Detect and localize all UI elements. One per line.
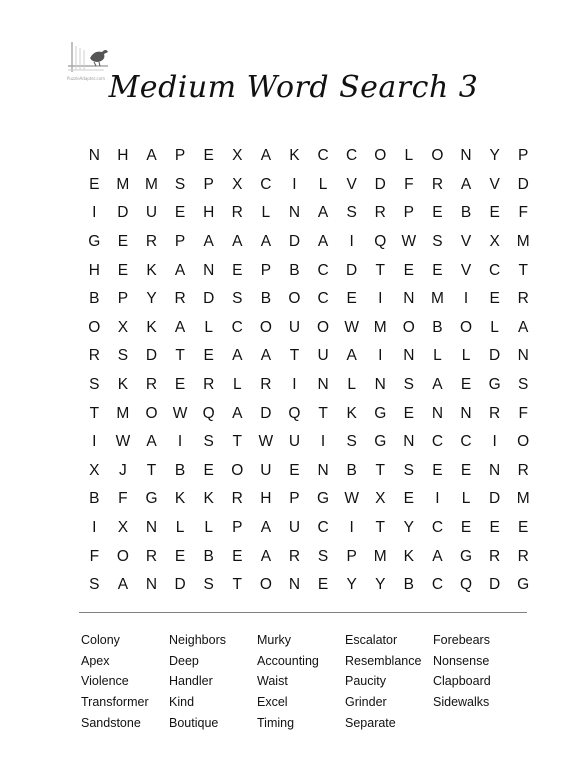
grid-letter: C [231, 318, 243, 336]
grid-letter: Y [375, 576, 386, 594]
grid-letter: F [404, 175, 414, 193]
grid-letter: A [460, 175, 472, 193]
grid-letter: W [344, 318, 359, 336]
grid-letter: V [489, 175, 500, 193]
grid-letter: O [517, 433, 530, 451]
grid-letter: E [203, 147, 214, 165]
grid-letter: H [260, 490, 272, 508]
grid-letter: S [89, 576, 100, 594]
grid-letter: R [231, 490, 243, 508]
grid-letter: C [317, 261, 329, 279]
grid-letter: N [288, 576, 301, 594]
grid-letter: X [232, 175, 243, 193]
grid-letter: M [516, 490, 530, 508]
grid-letter: M [116, 175, 130, 193]
word-list-item: Sandstone [81, 715, 141, 730]
grid-letter: O [374, 147, 387, 165]
grid-letter: C [431, 576, 444, 594]
grid-letter: P [174, 233, 186, 251]
word-list-item: Nonsense [433, 653, 490, 668]
grid-letter: E [346, 290, 357, 308]
grid-letter: K [117, 376, 129, 394]
grid-letter: A [174, 261, 186, 279]
grid-letter: R [174, 290, 186, 308]
grid-letter: E [232, 261, 243, 279]
grid-letter: A [232, 347, 243, 365]
grid-letter: D [489, 490, 501, 508]
grid-letter: S [518, 376, 529, 394]
grid-letter: U [288, 433, 301, 451]
grid-letter: R [431, 175, 444, 193]
grid-letter: J [119, 461, 127, 479]
grid-letter: N [203, 261, 215, 279]
grid-letter: C [317, 290, 329, 308]
grid-letter: Q [288, 404, 301, 422]
grid-letter: H [88, 261, 100, 279]
grid-letter: E [432, 204, 443, 222]
grid-letter: C [431, 433, 444, 451]
grid-letter: K [203, 490, 214, 508]
grid-letter: I [92, 204, 97, 222]
grid-letter: O [259, 318, 272, 336]
grid-letter: I [177, 433, 183, 451]
grid-letter: R [260, 376, 272, 394]
grid-letter: T [89, 404, 100, 422]
grid-letter: N [88, 147, 100, 165]
word-list-item: Apex [81, 653, 110, 668]
grid-letter: T [375, 519, 385, 537]
grid-letter: A [203, 233, 214, 251]
grid-letter: Q [374, 233, 387, 251]
grid-letter: B [403, 576, 414, 594]
grid-letter: A [260, 233, 272, 251]
grid-letter: I [92, 519, 97, 537]
grid-letter: A [260, 519, 272, 537]
grid-letter: I [378, 290, 383, 308]
word-list-item: Resemblance [345, 653, 422, 668]
grid-letter: T [232, 576, 242, 594]
grid-letter: A [260, 547, 272, 565]
grid-letter: K [146, 318, 157, 336]
grid-letter: M [430, 290, 444, 308]
grid-letter: I [492, 433, 497, 451]
grid-letter: W [115, 433, 131, 451]
grid-letter: L [461, 490, 471, 508]
grid-letter: S [117, 347, 129, 365]
grid-letter: S [89, 376, 100, 394]
grid-letter: G [488, 376, 501, 394]
grid-letter: L [490, 318, 499, 336]
grid-letter: W [172, 404, 188, 422]
grid-letter: E [89, 175, 100, 193]
word-list-item: Sidewalks [433, 695, 490, 710]
grid-letter: P [518, 147, 529, 165]
grid-letter: K [403, 547, 414, 565]
grid-letter: C [317, 519, 329, 537]
grid-letter: C [431, 519, 444, 537]
grid-letter: Q [459, 576, 473, 594]
grid-letter: R [489, 547, 501, 565]
grid-letter: I [292, 175, 297, 193]
word-list-item: Neighbors [169, 633, 226, 647]
grid-letter: E [432, 261, 443, 279]
grid-letter: Q [202, 404, 215, 422]
grid-letter: E [174, 204, 186, 222]
grid-letter: E [174, 547, 186, 565]
grid-letter: E [232, 547, 243, 565]
grid-letter: O [231, 461, 244, 479]
grid-letter: P [117, 290, 129, 308]
grid-letter: E [403, 404, 414, 422]
grid-letter: D [260, 404, 272, 422]
grid-letter: N [431, 404, 444, 422]
grid-letter: F [518, 204, 528, 222]
grid-letter: G [459, 547, 473, 565]
grid-letter: L [404, 147, 414, 165]
grid-letter: Y [489, 147, 500, 165]
grid-letter: I [463, 290, 469, 308]
grid-letter: E [203, 461, 214, 479]
grid-letter: R [145, 547, 158, 565]
word-list-item: Separate [345, 715, 396, 730]
grid-letter: S [203, 433, 214, 451]
grid-letter: O [402, 318, 415, 336]
grid-letter: A [232, 404, 243, 422]
divider [79, 612, 527, 613]
grid-letter: B [260, 290, 272, 308]
grid-letter: G [374, 433, 387, 451]
grid-letter: W [344, 490, 359, 508]
grid-letter: X [117, 519, 129, 537]
grid-letter: G [317, 490, 330, 508]
word-list-item: Timing [257, 715, 295, 730]
grid-letter: O [88, 318, 101, 336]
word-list-item: Forebears [433, 633, 490, 647]
grid-letter: C [460, 433, 472, 451]
grid-letter: M [373, 318, 387, 336]
grid-letter: O [116, 547, 129, 565]
word-list-item: Clapboard [433, 674, 491, 689]
grid-letter: O [259, 576, 272, 594]
grid-letter: R [517, 461, 529, 479]
grid-letter: T [146, 461, 157, 479]
grid-letter: C [317, 147, 329, 165]
grid-letter: N [460, 404, 472, 422]
grid-letter: T [232, 433, 242, 451]
grid-letter: U [145, 204, 158, 222]
grid-letter: N [517, 347, 529, 365]
grid-letter: D [489, 576, 501, 594]
grid-letter: M [116, 404, 130, 422]
grid-letter: O [459, 318, 473, 336]
grid-letter: P [346, 547, 357, 565]
grid-letter: E [489, 204, 500, 222]
grid-letter: P [403, 204, 414, 222]
grid-letter: S [317, 547, 329, 565]
grid-letter: M [145, 175, 158, 193]
grid-letter: C [260, 175, 272, 193]
grid-letter: O [145, 404, 158, 422]
grid-letter: R [231, 204, 243, 222]
grid-letter: R [517, 290, 529, 308]
grid-letter: T [289, 347, 300, 365]
word-list-item: Waist [257, 674, 288, 689]
grid-letter: G [517, 576, 530, 594]
grid-letter: A [260, 347, 272, 365]
word-list-item: Paucity [345, 674, 386, 689]
grid-letter: O [317, 318, 330, 336]
grid-letter: T [375, 461, 385, 479]
grid-letter: P [203, 175, 214, 193]
grid-letter: A [146, 147, 157, 165]
grid-letter: N [317, 461, 329, 479]
grid-letter: E [432, 461, 443, 479]
grid-letter: S [174, 175, 186, 193]
word-list-item: Handler [169, 674, 213, 689]
word-list-item: Accounting [257, 653, 319, 668]
grid-letter: E [460, 519, 472, 537]
grid-letter: Y [403, 519, 414, 537]
grid-letter: E [174, 376, 186, 394]
grid-letter: S [403, 376, 414, 394]
grid-letter: N [403, 290, 415, 308]
grid-letter: R [203, 376, 215, 394]
grid-letter: T [175, 347, 185, 365]
grid-letter: N [403, 433, 415, 451]
word-list-item: Boutique [169, 715, 219, 730]
grid-letter: H [203, 204, 215, 222]
grid-letter: P [260, 261, 272, 279]
grid-letter: A [346, 347, 357, 365]
word-list-item: Deep [169, 653, 199, 668]
grid-letter: U [288, 519, 301, 537]
grid-letter: I [349, 519, 354, 537]
grid-letter: L [204, 318, 213, 336]
grid-letter: N [317, 376, 329, 394]
word-list-item: Murky [257, 633, 292, 647]
grid-letter: B [289, 261, 300, 279]
grid-letter: V [346, 175, 357, 193]
grid-letter: N [145, 519, 158, 537]
grid-letter: P [232, 519, 243, 537]
grid-letter: E [518, 519, 529, 537]
grid-letter: K [346, 404, 357, 422]
grid-letter: I [435, 490, 440, 508]
grid-letter: N [374, 376, 386, 394]
grid-letter: Y [146, 290, 157, 308]
grid-letter: U [317, 347, 329, 365]
grid-letter: K [146, 261, 157, 279]
page-title: Medium Word Search 3 [108, 70, 479, 105]
grid-letter: D [288, 233, 301, 251]
grid-letter: B [460, 204, 472, 222]
grid-letter: L [347, 376, 356, 394]
grid-letter: E [460, 461, 472, 479]
grid-letter: R [374, 204, 386, 222]
grid-letter: E [489, 290, 500, 308]
grid-letter: S [403, 461, 414, 479]
grid-letter: L [175, 519, 185, 537]
grid-letter: E [489, 519, 500, 537]
grid-letter: I [292, 376, 297, 394]
word-list-item: Grinder [345, 695, 387, 710]
grid-letter: V [460, 233, 472, 251]
grid-letter: A [117, 576, 129, 594]
letter-grid [80, 142, 530, 600]
grid-letter: L [232, 376, 242, 394]
grid-letter: R [489, 404, 501, 422]
grid-letter: G [88, 233, 101, 251]
grid-letter: A [518, 318, 529, 336]
grid-letter: S [203, 576, 214, 594]
grid-letter: D [346, 261, 358, 279]
grid-letter: C [489, 261, 501, 279]
grid-letter: E [403, 261, 414, 279]
grid-letter: S [232, 290, 243, 308]
grid-letter: C [346, 147, 358, 165]
grid-letter: X [489, 233, 500, 251]
grid-letter: S [432, 233, 443, 251]
grid-letter: L [261, 204, 271, 222]
grid-letter: F [518, 404, 528, 422]
grid-letter: R [145, 376, 158, 394]
grid-letter: A [432, 376, 443, 394]
grid-letter: D [117, 204, 129, 222]
grid-letter: E [317, 576, 329, 594]
grid-letter: G [145, 490, 158, 508]
grid-letter: T [375, 261, 385, 279]
word-list-item: Colony [81, 633, 120, 647]
word-list [81, 630, 521, 733]
grid-letter: W [401, 233, 417, 251]
grid-letter: E [117, 261, 129, 279]
grid-letter: F [118, 490, 128, 508]
grid-letter: H [117, 147, 129, 165]
grid-letter: M [373, 547, 387, 565]
word-list-item: Transformer [81, 695, 149, 710]
grid-letter: N [145, 576, 158, 594]
grid-letter: S [346, 204, 357, 222]
grid-letter: B [174, 461, 186, 479]
grid-letter: D [203, 290, 215, 308]
grid-letter: R [88, 347, 100, 365]
grid-letter: L [318, 175, 328, 193]
grid-letter: A [260, 147, 272, 165]
grid-letter: S [346, 433, 357, 451]
grid-letter: V [460, 261, 472, 279]
grid-letter: D [174, 576, 186, 594]
grid-letter: U [260, 461, 272, 479]
grid-letter: L [461, 347, 471, 365]
grid-letter: X [232, 147, 243, 165]
grid-letter: A [432, 547, 443, 565]
grid-letter: B [89, 490, 100, 508]
grid-letter: E [117, 233, 129, 251]
grid-letter: D [489, 347, 501, 365]
grid-letter: G [374, 404, 387, 422]
grid-letter: B [203, 547, 214, 565]
grid-letter: E [460, 376, 472, 394]
grid-letter: O [288, 290, 301, 308]
grid-letter: I [378, 347, 383, 365]
grid-letter: F [89, 547, 100, 565]
grid-letter: D [374, 175, 386, 193]
grid-letter: R [288, 547, 301, 565]
word-list-item: Violence [81, 674, 129, 689]
grid-letter: B [89, 290, 100, 308]
word-list-item: Escalator [345, 633, 398, 647]
grid-letter: A [317, 204, 329, 222]
grid-letter: X [89, 461, 100, 479]
grid-letter: L [433, 347, 442, 365]
word-list-item: Excel [257, 695, 288, 710]
grid-letter: K [174, 490, 186, 508]
grid-letter: E [289, 461, 300, 479]
grid-letter: P [174, 147, 186, 165]
grid-letter: Y [346, 576, 357, 594]
grid-letter: L [204, 519, 213, 537]
grid-letter: R [517, 547, 529, 565]
grid-letter: N [403, 347, 415, 365]
grid-letter: D [517, 175, 529, 193]
grid-letter: P [289, 490, 300, 508]
grid-letter: N [288, 204, 301, 222]
grid-letter: N [460, 147, 472, 165]
grid-letter: E [403, 490, 414, 508]
grid-letter: R [145, 233, 158, 251]
grid-letter: X [117, 318, 129, 336]
grid-letter: T [318, 404, 328, 422]
grid-letter: T [518, 261, 528, 279]
grid-letter: W [258, 433, 274, 451]
grid-letter: U [288, 318, 301, 336]
grid-letter: A [232, 233, 243, 251]
word-list-item: Kind [169, 695, 195, 710]
grid-letter: A [317, 233, 329, 251]
grid-letter: X [375, 490, 386, 508]
grid-letter: M [516, 233, 530, 251]
grid-letter: D [145, 347, 158, 365]
grid-letter: A [174, 318, 186, 336]
grid-letter: I [349, 233, 354, 251]
grid-letter: N [489, 461, 501, 479]
grid-letter: B [432, 318, 443, 336]
logo-text: PuzzleAdapter.com [67, 76, 105, 81]
grid-letter: O [431, 147, 444, 165]
grid-letter: K [289, 147, 300, 165]
grid-letter: I [92, 433, 97, 451]
grid-letter: I [320, 433, 326, 451]
grid-letter: B [346, 461, 357, 479]
grid-letter: E [203, 347, 214, 365]
grid-letter: A [146, 433, 157, 451]
